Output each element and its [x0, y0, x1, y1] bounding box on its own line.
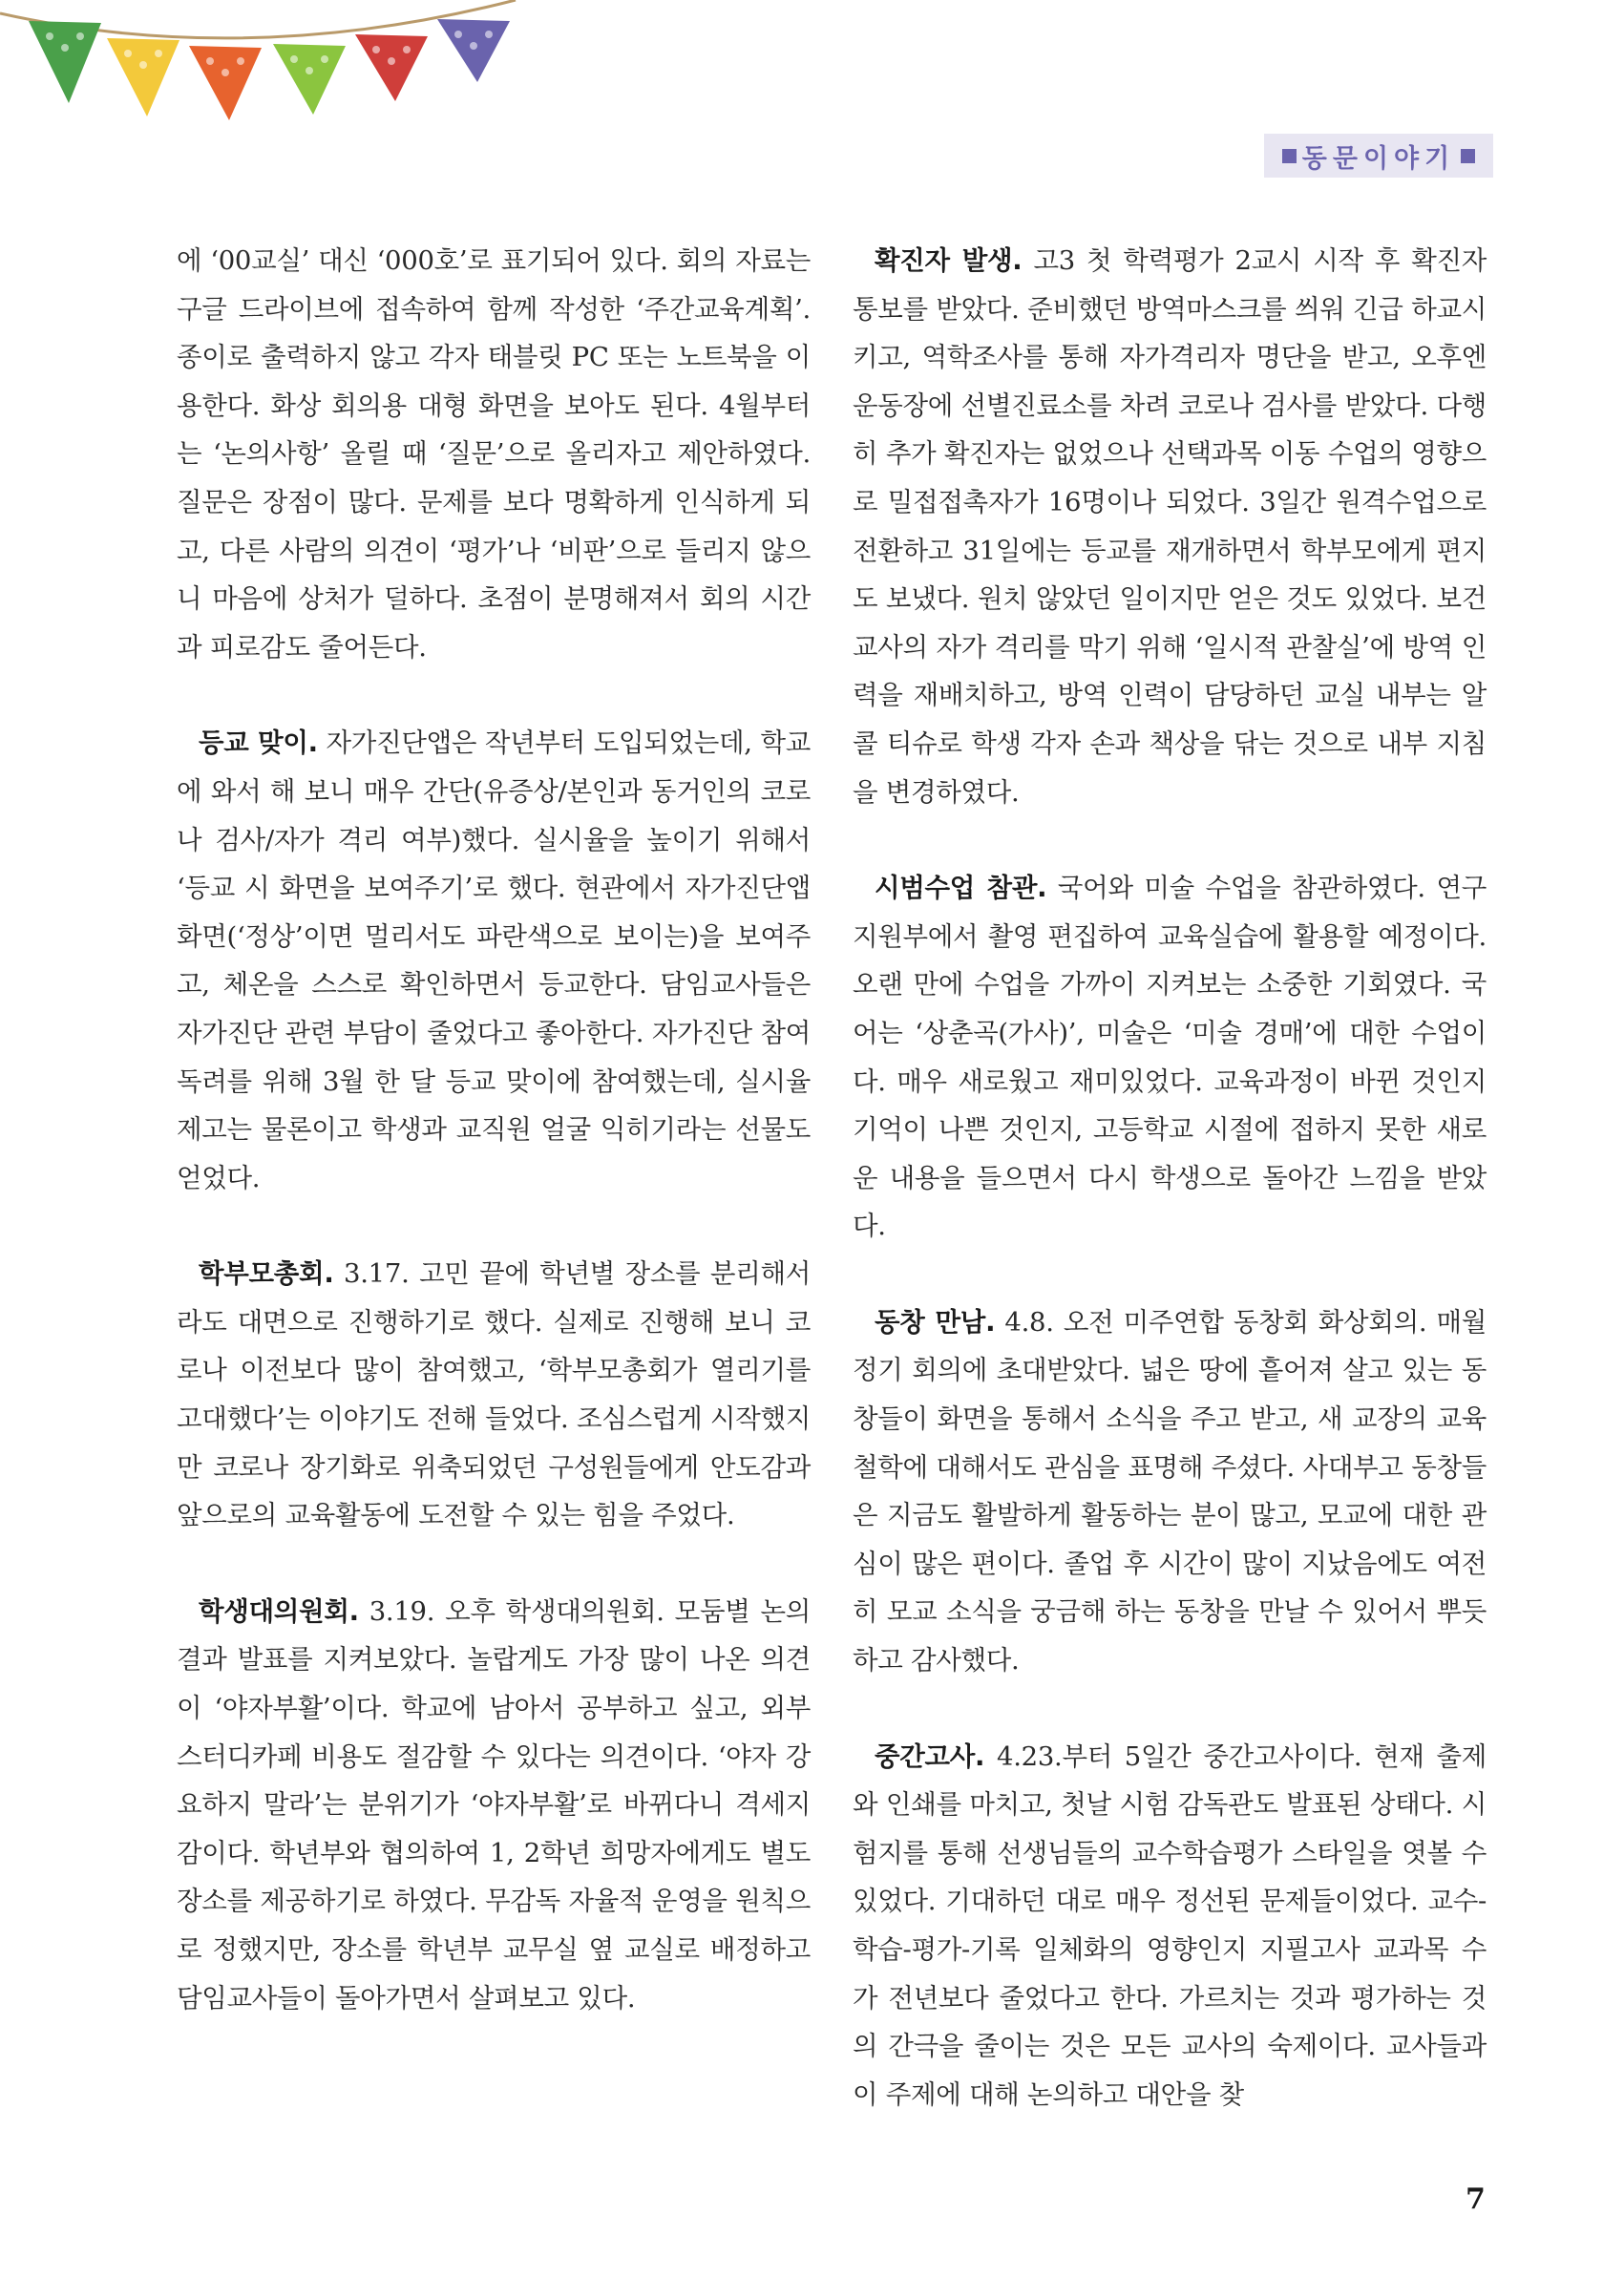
page-number: 7	[1466, 2183, 1486, 2216]
paragraph	[853, 864, 1487, 1251]
bunting-dot	[306, 67, 313, 74]
paragraph	[177, 1588, 811, 2022]
paragraph-text: 국어와 미술 수업을 참관하였다. 연구지원부에서 촬영 편집하여 교육실습에 활용할 예정이다. 오랜 만에 수업을 가까이 지켜보는 소중한 기회였다. 국어는 ‘상춘곡(가사)’, 미술은 ‘미술 경매’에 대한 수업이다. 매우 새로웠고 재미있었다. 교육과정이 바뀐 것인지 기억이 나쁜 것인지, 고등학교 시절에 접하지 못한 새로운 내용을 들으면서 다시 학생으로 돌아간 느낌을 받았다.	[853, 873, 1487, 1242]
paragraph-lead: 동창 만남.	[875, 1306, 996, 1338]
bunting-flag	[189, 46, 262, 120]
paragraph-lead: 확진자 발생.	[875, 245, 1023, 276]
bunting-dot	[221, 69, 229, 76]
square-bullet-icon	[1282, 149, 1297, 163]
paragraph-text: 4.8. 오전 미주연합 동창회 화상회의. 매월 정기 회의에 초대받았다. 넓은 땅에 흩어져 살고 있는 동창들이 화면을 통해서 소식을 주고 받고, 새 교장의 교육철학에 대해서도 관심을 표명해 주셨다. 사대부고 동창들은 지금도 활발하게 활동하는 분이 많고, 모교에 대한 관심이 많은 편이다. 졸업 후 시간이 많이 지났음에도 여전히 모교 소식을 궁금해 하는 동창을 만날 수 있어서 뿌듯하고 감사했다.	[853, 1306, 1487, 1677]
bunting-dot	[76, 32, 84, 40]
paragraph-text: 에 ‘00교실’ 대신 ‘000호’로 표기되어 있다. 회의 자료는 구글 드라이브에 접속하여 함께 작성한 ‘주간교육계획’. 종이로 출력하지 않고 각자 태블릿 PC 또는 노트북을 이용한다. 화상 회의용 대형 화면을 보아도 된다. 4월부터는 ‘논의사항’ 올릴 때 ‘질문’으로 올리자고 제안하였다. 질문은 장점이 많다. 문제를 보다 명확하게 인식하게 되고, 다른 사람의 의견이 ‘평가’나 ‘비판’으로 들리지 않으니 마음에 상처가 덜하다. 초점이 분명해져서 회의 시간과 피로감도 줄어든다.	[177, 245, 811, 663]
bunting-dot	[388, 57, 395, 65]
bunting-dot	[470, 42, 477, 50]
paragraph-lead: 중간고사.	[875, 1740, 985, 1772]
bunting-dot	[155, 50, 162, 57]
paragraph-text: 3.19. 오후 학생대의원회. 모둠별 논의 결과 발표를 지켜보았다. 놀랍게도 가장 많이 나온 의견이 ‘야자부활’이다. 학교에 남아서 공부하고 싶고, 외부 스터디카페 비용도 절감할 수 있다는 의견이다. ‘야자 강요하지 말라’는 분위기가 ‘야자부활’로 바뀌다니 격세지감이다. 학년부와 협의하여 1, 2학년 희망자에게도 별도 장소를 제공하기로 하였다. 무감독 자율적 운영을 원칙으로 정했지만, 장소를 학년부 교무실 옆 교실로 배정하고 담임교사들이 돌아가면서 살펴보고 있다.	[177, 1595, 811, 2014]
paragraph-lead: 학생대의원회.	[199, 1595, 359, 1627]
bunting-flag	[107, 38, 179, 116]
paragraph-text: 자가진단앱은 작년부터 도입되었는데, 학교에 와서 해 보니 매우 간단(유증상/본인과 동거인의 코로나 검사/자가 격리 여부)했다. 실시율을 높이기 위해서 ‘등교 시 화면을 보여주기’로 했다. 현관에서 자가진단앱 화면(‘정상’이면 멀리서도 파란색으로 보이는)을 보여주고, 체온을 스스로 확인하면서 등교한다. 담임교사들은 자가진단 관련 부담이 줄었다고 좋아한다. 자가진단 참여 독려를 위해 3월 한 달 등교 맞이에 참여했는데, 실시율 제고는 물론이고 학생과 교직원 얼굴 익히기라는 선물도 얻었다.	[177, 728, 811, 1193]
paragraph	[853, 237, 1487, 816]
section-title: 동문이야기	[1301, 143, 1456, 174]
bunting-dot	[46, 32, 53, 40]
bunting-dot	[485, 31, 493, 38]
bunting-dot	[290, 55, 298, 63]
paragraph	[177, 1250, 811, 1540]
bunting-flag	[355, 34, 428, 101]
paragraph-text: 3.17. 고민 끝에 학년별 장소를 분리해서라도 대면으로 진행하기로 했다. 실제로 진행해 보니 코로나 이전보다 많이 참여했고, ‘학부모총회가 열리기를 고대했다’는 이야기도 전해 들었다. 조심스럽게 시작했지만 코로나 장기화로 위축되었던 구성원들에게 안도감과 앞으로의 교육활동에 도전할 수 있는 힘을 주었다.	[177, 1258, 811, 1531]
paragraph	[853, 1733, 1487, 2120]
bunting-dot	[321, 55, 328, 63]
bunting-dot	[61, 44, 69, 52]
paragraph	[853, 1298, 1487, 1685]
bunting-dot	[124, 50, 132, 57]
bunting-flag	[29, 21, 101, 103]
paragraph	[177, 237, 811, 671]
paragraph-lead: 시범수업 참관.	[875, 873, 1047, 904]
paragraph	[177, 719, 811, 1202]
bunting-dot	[454, 31, 462, 38]
paragraph-text: 고3 첫 학력평가 2교시 시작 후 확진자 통보를 받았다. 준비했던 방역마스크를 씌워 긴급 하교시키고, 역학조사를 통해 자가격리자 명단을 받고, 오후엔 운동장에 선별진료소를 차려 코로나 검사를 받았다. 다행히 추가 확진자는 없었으나 선택과목 이동 수업의 영향으로 밀접접촉자가 16명이나 되었다. 3일간 원격수업으로 전환하고 31일에는 등교를 재개하면서 학부모에게 편지도 보냈다. 원치 않았던 일이지만 얻은 것도 있었다. 보건교사의 자가 격리를 막기 위해 ‘일시적 관찰실’에 방역 인력을 재배치하고, 방역 인력이 담당하던 교실 내부는 알콜 티슈로 학생 각자 손과 책상을 닦는 것으로 내부 지침을 변경하였다.	[853, 245, 1487, 808]
bunting-dot	[372, 46, 380, 53]
bunting-dot	[206, 57, 214, 65]
paragraph-lead: 등교 맞이.	[199, 728, 318, 759]
bunting-flag	[273, 44, 346, 115]
paragraph-text: 4.23.부터 5일간 중간고사이다. 현재 출제와 인쇄를 마치고, 첫날 시험 감독관도 발표된 상태다. 시험지를 통해 선생님들의 교수학습평가 스타일을 엿볼 수 있었다. 기대하던 대로 매우 정선된 문제들이었다. 교수-학습-평가-기록 일체화의 영향인지 지필고사 교과목 수가 전년보다 줄었다고 한다. 가르치는 것과 평가하는 것의 간극을 줄이는 것은 모든 교사의 숙제이다. 교사들과 이 주제에 대해 논의하고 대안을 찾	[853, 1740, 1487, 2110]
bunting-dot	[139, 61, 147, 69]
bunting-dot	[403, 46, 411, 53]
bunting-flag	[437, 19, 510, 82]
bunting-flags	[29, 19, 510, 120]
bunting-dot	[237, 57, 244, 65]
section-tag	[1264, 134, 1493, 178]
paragraph-lead: 학부모총회.	[199, 1258, 334, 1290]
right-column	[853, 237, 1487, 2119]
bunting-decoration	[0, 0, 535, 153]
square-bullet-icon	[1461, 149, 1475, 163]
left-column	[177, 237, 811, 2022]
